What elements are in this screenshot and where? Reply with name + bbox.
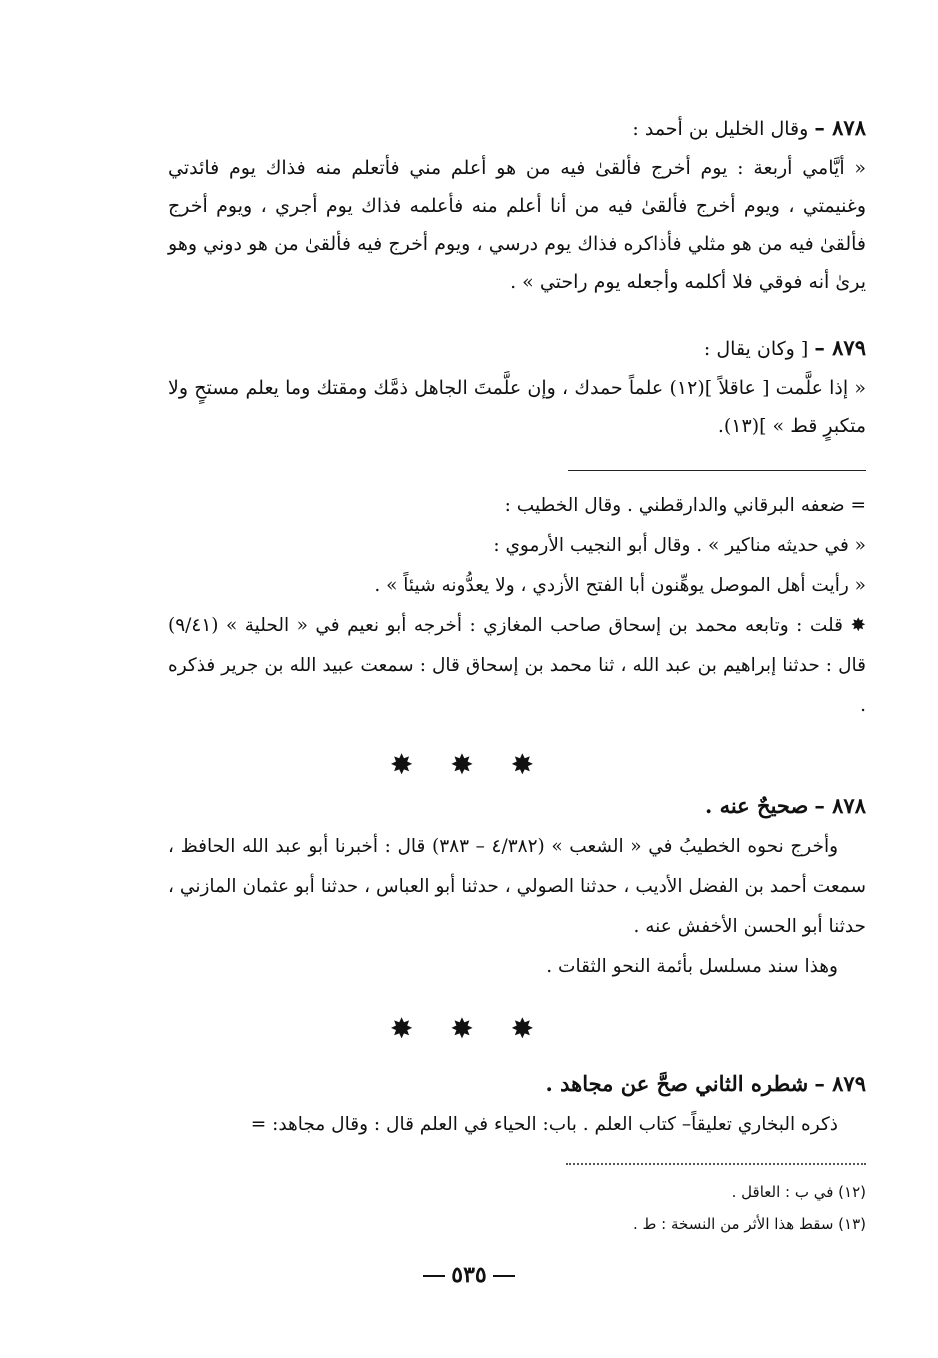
commentary-879-verdict: شطره الثاني صحَّ عن مجاهد . [545, 1071, 809, 1096]
footnote-13: (١٣) سقط هذا الأثر من النسخة : ط . [632, 1215, 866, 1233]
entry-879-heading [168, 328, 866, 369]
footnotes [168, 1176, 866, 1240]
entry-879-number: ٨٧٩ – [814, 335, 866, 360]
footnote-separator [568, 470, 866, 471]
entry-878 [168, 108, 866, 301]
entry-878-number: ٨٧٨ – [814, 115, 866, 140]
continuation-line-2: « في حديثه مناكير » . وقال أبو النجيب الأرموي : [493, 535, 866, 556]
commentary-continuation [168, 486, 866, 726]
commentary-879-body: ذكره البخاري تعليقاً– كتاب العلم . باب: الحياء في العلم قال : وقال مجاهد: = [250, 1114, 838, 1135]
commentary-879 [168, 1064, 866, 1145]
commentary-878-note: وهذا سند مسلسل بأئمة النحو الثقات . [546, 956, 838, 977]
commentary-879-heading [168, 1064, 866, 1105]
commentary-878 [168, 786, 866, 987]
star-divider-2: ✸ ✸ ✸ [389, 1012, 549, 1045]
page-number-dash-left [493, 1275, 515, 1277]
commentary-878-number: ٨٧٨ – [814, 793, 866, 818]
continuation-line-3: « رأيت أهل الموصل يوهِّنون أبا الفتح الأزدي ، ولا يعدُّونه شيئاً » . [374, 575, 866, 596]
commentary-878-heading [168, 786, 866, 827]
page-number-dash-right [423, 1275, 445, 1277]
continuation-paragraph: ✸ قلت : وتابعه محمد بن إسحاق صاحب المغازي : أخرجه أبو نعيم في « الحلية » (٩/٤١) قال : حدثنا إبراهيم بن عبد الله ، ثنا محمد بن إسحاق قال : سمعت عبيد الله بن جرير فذكره . [168, 615, 866, 716]
commentary-879-number: ٨٧٩ – [814, 1071, 866, 1096]
footnote-dotted-separator [566, 1163, 866, 1165]
page-number-value: ٥٣٥ [451, 1262, 487, 1288]
commentary-878-body: وأخرج نحوه الخطيبُ في « الشعب » (٤/٣٨٢ – ٣٨٣) قال : أخبرنا أبو عبد الله الحافظ ، سمعت أحمد بن الفضل الأديب ، حدثنا الصولي ، حدثنا أبو العباس ، حدثنا أبو عثمان المازني ، حدثنا أبو الحسن الأخفش عنه . [168, 836, 866, 937]
page-number [0, 1262, 938, 1288]
entry-878-heading [168, 108, 866, 149]
entry-878-quote: « أيَّامي أربعة : يوم أخرج فألقىٰ فيه من هو أعلم مني فأتعلم منه فذاك يوم فائدتي وغنيمتي ، ويوم أخرج فألقىٰ فيه من أنا أعلم منه فأعلمه فذاك يوم أجري ، ويوم أخرج فألقىٰ فيه من هو مثلي فأذاكره فذاك يوم درسي ، ويوم أخرج فيه فألقىٰ من هو دوني وهو يرىٰ أنه فوقي فلا أكلمه وأجعله يوم راحتي » . [168, 157, 866, 293]
continuation-line-1: = ضعفه البرقاني والدارقطني . وقال الخطيب : [504, 495, 866, 516]
entry-878-intro: وقال الخليل بن أحمد : [632, 118, 809, 140]
star-divider-1: ✸ ✸ ✸ [389, 748, 549, 781]
commentary-878-verdict: صحيحٌ عنه . [704, 793, 809, 818]
entry-879-intro: [ وكان يقال : [703, 338, 809, 360]
entry-879-quote: « إذا علَّمت [ عاقلاً ](١٢) علماً حمدك ، وإن علَّمتَ الجاهل ذمَّك ومقتك وما يعلم مستحٍ ولا متكبرٍ قط » ](١٣). [168, 377, 866, 437]
entry-879 [168, 328, 866, 445]
footnote-12: (١٢) في ب : العاقل . [731, 1183, 866, 1201]
